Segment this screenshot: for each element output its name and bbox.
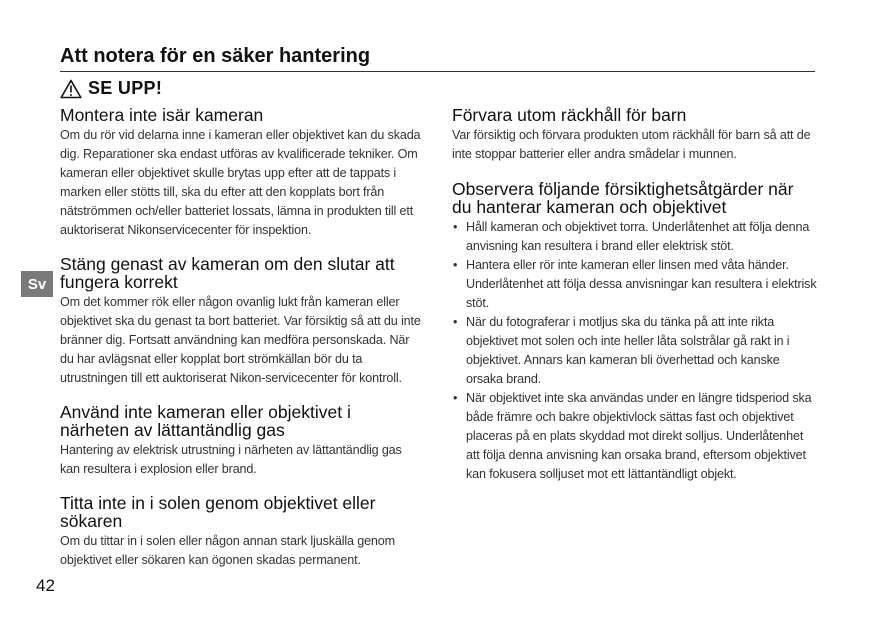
warning-label: SE UPP! (88, 78, 163, 98)
warning-header (60, 78, 162, 99)
section-heading: Stäng genast av kameran om den slutar att fungera korrekt (60, 254, 395, 292)
section-malfunction (60, 255, 422, 388)
section-body: Hantering av elektrisk utrustning i närheten av lättantändlig gas kan resultera i explosion eller brand. (60, 443, 402, 476)
section-flammable-gas (60, 403, 422, 479)
section-body: Var försiktig och förvara produkten utom räckhåll för barn så att de inte stoppar batterier eller andra smådelar i munnen. (452, 128, 811, 161)
precaution-list (452, 218, 817, 484)
section-disassembly (60, 106, 422, 240)
section-heading: Montera inte isär kameran (60, 105, 264, 125)
section-body: Om du tittar in i solen eller någon annan stark ljuskälla genom objektivet eller sökaren kan ögonen skadas permanent. (60, 534, 395, 567)
list-item: • Håll kameran och objektivet torra. Underlåtenhet att följa denna anvisning kan resultera i brand eller elektrisk stöt. (452, 218, 817, 256)
section-heading: Använd inte kameran eller objektivet i närheten av lättantändlig gas (60, 402, 351, 440)
language-tab: Sv (21, 271, 53, 297)
section-precautions (452, 180, 817, 484)
section-heading: Titta inte in i solen genom objektivet eller sökaren (60, 493, 376, 531)
section-body: Om det kommer rök eller någon ovanlig lukt från kameran eller objektivet ska du genast ta bort batteriet. Var försiktig så att du inte bränner dig. Fortsatt användning kan medföra personskada. När du har avlägsnat eller kopplat bort strömkällan bör du ta utrustningen till ett auktoriserat Nikon-servicecenter för kontroll. (60, 295, 421, 385)
warning-triangle-icon (60, 79, 82, 99)
section-heading: Observera följande försiktighetsåtgärder när du hanterar kameran och objektivet (452, 179, 794, 217)
section-body: Om du rör vid delarna inne i kameran eller objektivet kan du skada dig. Reparationer ska endast utföras av kvalificerade tekniker. Om kameran eller objektivet skulle brytas upp efter att de tappats i marken eller stötts till, ska du efter att den kopplats bort från nätströmmen och/eller batteriet lossats, lämna in produkten till ett auktoriserat Nikonservicecenter för inspektion. (60, 128, 421, 237)
list-item: • När objektivet inte ska användas under en längre tidsperiod ska både främre och bakre objektivlock sättas fast och objektivet placeras på en plats skyddad mot direkt solljus. Underlåtenhet att följa denna anvisning kan orsaka brand, eftersom objektivet kan fokusera solljuset mot ett lättantändligt objekt. (452, 389, 817, 484)
section-sun (60, 494, 422, 570)
page-number: 42 (36, 576, 55, 595)
left-column (60, 106, 422, 585)
section-children (452, 106, 817, 164)
page-title: Att notera för en säker hantering (60, 44, 815, 72)
section-heading: Förvara utom räckhåll för barn (452, 105, 687, 125)
list-item: • Hantera eller rör inte kameran eller linsen med våta händer. Underlåtenhet att följa dessa anvisningar kan resultera i elektrisk stöt. (452, 256, 817, 313)
right-column (452, 106, 817, 500)
list-item: • När du fotograferar i motljus ska du tänka på att inte rikta objektivet mot solen och inte heller låta solstrålar gå rakt in i objektivet. Annars kan kameran bli överhettad och kanske orsaka brand. (452, 313, 817, 389)
